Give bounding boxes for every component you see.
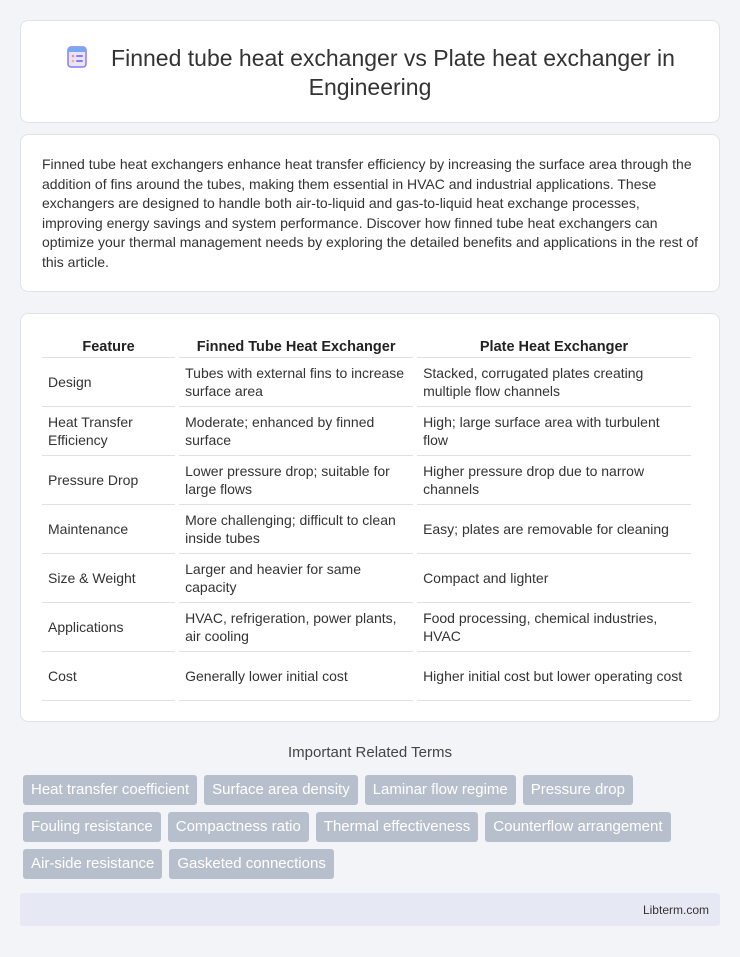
related-term-tag[interactable]: Thermal effectiveness — [316, 812, 478, 842]
finned-tube-cell: Lower pressure drop; suitable for large flows — [179, 456, 413, 505]
related-term-tag[interactable]: Fouling resistance — [23, 812, 161, 842]
plate-cell: Higher pressure drop due to narrow channels — [417, 456, 691, 505]
feature-cell: Pressure Drop — [42, 456, 175, 505]
intro-card — [20, 134, 720, 292]
plate-cell: Food processing, chemical industries, HVAC — [417, 603, 691, 652]
related-terms-heading: Important Related Terms — [288, 744, 452, 761]
finned-tube-cell: Tubes with external fins to increase surface area — [179, 358, 413, 407]
document-icon — [65, 45, 89, 69]
tag-row — [23, 775, 723, 805]
related-term-tag[interactable]: Gasketed connections — [169, 849, 333, 879]
feature-cell: Applications — [42, 603, 175, 652]
feature-cell: Design — [42, 358, 175, 407]
table-row — [42, 603, 691, 652]
table-row — [42, 407, 691, 456]
tag-row — [23, 812, 723, 842]
table-row — [42, 505, 691, 554]
plate-cell: High; large surface area with turbulent flow — [417, 407, 691, 456]
feature-cell: Cost — [42, 652, 175, 701]
finned-tube-cell: More challenging; difficult to clean inside tubes — [179, 505, 413, 554]
finned-tube-cell: Larger and heavier for same capacity — [179, 554, 413, 603]
finned-tube-cell: Generally lower initial cost — [179, 652, 413, 701]
plate-cell: Stacked, corrugated plates creating multiple flow channels — [417, 358, 691, 407]
related-term-tag[interactable]: Laminar flow regime — [365, 775, 516, 805]
plate-cell: Compact and lighter — [417, 554, 691, 603]
footer-site-link[interactable]: Libterm.com — [642, 903, 709, 917]
finned-tube-cell: HVAC, refrigeration, power plants, air cooling — [179, 603, 413, 652]
plate-cell: Higher initial cost but lower operating cost — [417, 652, 691, 701]
intro-paragraph: Finned tube heat exchangers enhance heat transfer efficiency by increasing the surface area through the addition of fins around the tubes, making them essential in HVAC and industrial applications. These exchangers are designed to handle both air-to-liquid and gas-to-liquid heat exchange processes, improving energy savings and system performance. Discover how finned tube heat exchangers can optimize your thermal management needs by exploring the detailed benefits and applications in the rest of this article. — [42, 156, 699, 270]
table-row — [42, 358, 691, 407]
feature-cell: Size & Weight — [42, 554, 175, 603]
related-term-tag[interactable]: Compactness ratio — [168, 812, 309, 842]
header-feature: Feature — [42, 334, 175, 358]
finned-tube-cell: Moderate; enhanced by finned surface — [179, 407, 413, 456]
related-term-tag[interactable]: Counterflow arrangement — [485, 812, 670, 842]
feature-cell: Heat Transfer Efficiency — [42, 407, 175, 456]
table-row — [42, 652, 691, 701]
related-term-tag[interactable]: Pressure drop — [523, 775, 633, 805]
header-plate: Plate Heat Exchanger — [417, 334, 691, 358]
table-header-row — [42, 334, 691, 358]
plate-cell: Easy; plates are removable for cleaning — [417, 505, 691, 554]
feature-cell: Maintenance — [42, 505, 175, 554]
related-term-tag[interactable]: Surface area density — [204, 775, 358, 805]
title-card — [20, 20, 720, 123]
page-title-wrap — [21, 44, 719, 102]
page-title: Finned tube heat exchanger vs Plate heat exchanger in Engineering — [111, 45, 675, 100]
footer-bar — [20, 893, 720, 926]
comparison-card — [20, 313, 720, 722]
related-term-tag[interactable]: Heat transfer coefficient — [23, 775, 197, 805]
tag-row — [23, 849, 723, 879]
comparison-table — [38, 334, 695, 701]
related-term-tag[interactable]: Air-side resistance — [23, 849, 162, 879]
header-finned-tube: Finned Tube Heat Exchanger — [179, 334, 413, 358]
table-row — [42, 456, 691, 505]
table-row — [42, 554, 691, 603]
related-terms-list — [23, 775, 723, 886]
